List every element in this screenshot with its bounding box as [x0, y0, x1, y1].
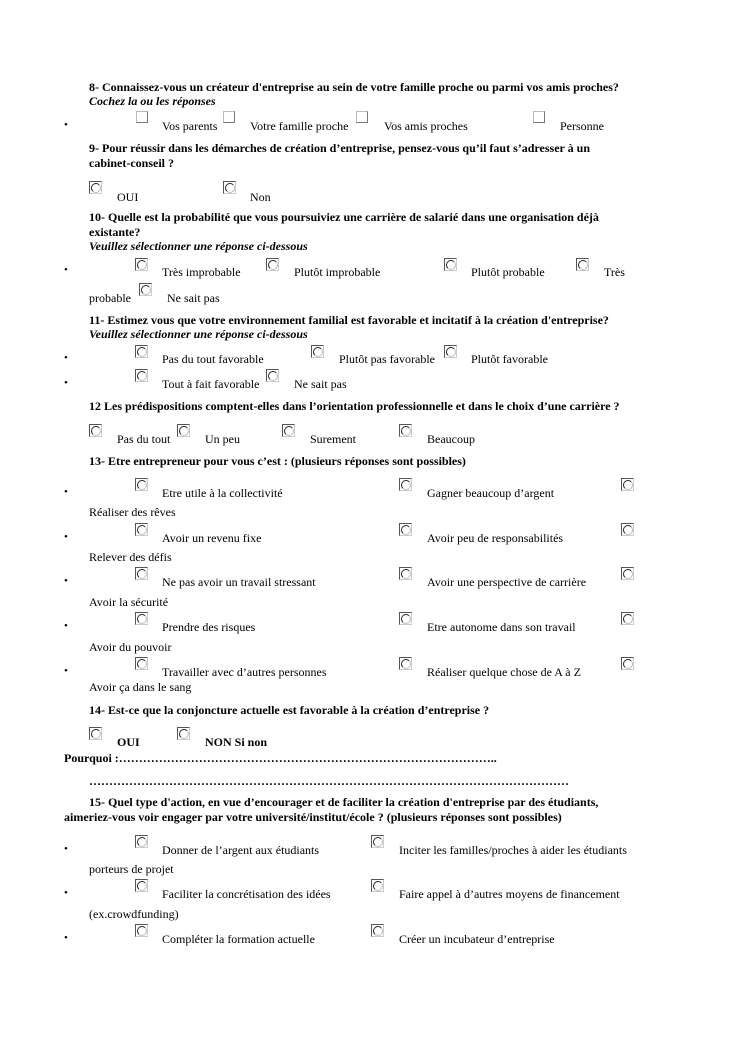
checkbox-donner-argent[interactable]: [135, 835, 148, 848]
q15-title-line2: aimeriez-vous voir engager par votre université/institut/école ? (plusieurs réponses sont possibles): [64, 810, 562, 824]
option-label: Personne: [560, 119, 604, 133]
radio-plutot-probable[interactable]: [444, 258, 457, 271]
bullet: •: [64, 843, 68, 855]
radio-un-peu[interactable]: [177, 424, 190, 437]
radio-ne-sait-pas[interactable]: [266, 369, 279, 382]
option-label: Ne pas avoir un travail stressant: [162, 575, 316, 589]
checkbox-vos-parents[interactable]: [136, 111, 148, 123]
option-label: Prendre des risques: [162, 620, 256, 634]
q9-title-line2: cabinet-conseil ?: [89, 156, 174, 170]
q9-title: 9- Pour réussir dans les démarches de création d’entreprise, pensez-vous qu’il faut s’adresser à un: [89, 141, 590, 155]
q13-title: 13- Etre entrepreneur pour vous c’est : (plusieurs réponses sont possibles): [89, 454, 466, 468]
bullet: •: [64, 486, 68, 498]
option-label: Inciter les familles/proches à aider les étudiants: [399, 843, 627, 857]
option-label: Plutôt probable: [471, 265, 545, 279]
q10-title: 10- Quelle est la probabilité que vous poursuiviez une carrière de salarié dans une organisation déjà: [89, 210, 599, 224]
option-label: Tout à fait favorable: [162, 377, 260, 391]
radio-surement[interactable]: [282, 424, 295, 437]
option-label: Avoir une perspective de carrière: [427, 575, 587, 589]
option-label: Faciliter la concrétisation des idées: [162, 887, 331, 901]
checkbox-etre-utile[interactable]: [135, 478, 148, 491]
option-label: Avoir peu de responsabilités: [427, 531, 564, 545]
option-label: Ne sait pas: [294, 377, 347, 391]
bullet: •: [64, 352, 68, 364]
option-label: Donner de l’argent aux étudiants: [162, 843, 320, 857]
option-label: Un peu: [205, 432, 240, 446]
bullet: •: [64, 665, 68, 677]
checkbox-personne[interactable]: [533, 111, 545, 123]
checkbox-realiser-reves[interactable]: [621, 478, 634, 491]
checkbox-travailler-autres[interactable]: [135, 657, 148, 670]
radio-plutot-pas-favorable[interactable]: [311, 345, 324, 358]
checkbox-completer-formation[interactable]: [135, 924, 148, 937]
option-label: NON Si non: [205, 735, 268, 749]
option-label: (ex.crowdfunding): [89, 907, 179, 921]
radio-tout-a-fait-favorable[interactable]: [135, 369, 148, 382]
checkbox-pouvoir[interactable]: [621, 612, 634, 625]
option-label: Travailler avec d’autres personnes: [162, 665, 327, 679]
bullet: •: [64, 620, 68, 632]
dotted-answer-line[interactable]: …………………………………………………………………………………………………………: [89, 774, 569, 788]
option-label: Pas du tout favorable: [162, 352, 264, 366]
checkbox-pas-stressant[interactable]: [135, 567, 148, 580]
checkbox-peu-responsabilites[interactable]: [399, 523, 412, 536]
radio-plutot-improbable[interactable]: [266, 258, 279, 271]
radio-tres-improbable[interactable]: [135, 258, 148, 271]
checkbox-inciter-familles[interactable]: [371, 835, 384, 848]
q8-instruction: Cochez la ou les réponses: [89, 94, 216, 108]
option-label: Avoir la sécurité: [89, 595, 169, 609]
option-label: porteurs de projet: [89, 862, 174, 876]
option-label: Créer un incubateur d’entreprise: [399, 932, 555, 946]
option-label: OUI: [117, 190, 139, 204]
option-label: Réaliser quelque chose de A à Z: [427, 665, 581, 679]
q15-title: 15- Quel type d'action, en vue d’encourager et de faciliter la création d'entreprise par des étudiants,: [89, 795, 599, 809]
checkbox-revenu-fixe[interactable]: [135, 523, 148, 536]
checkbox-gagner-argent[interactable]: [399, 478, 412, 491]
option-label: OUI: [117, 735, 140, 749]
option-label: Ne sait pas: [167, 291, 220, 305]
checkbox-dans-le-sang[interactable]: [621, 657, 634, 670]
checkbox-vos-amis-proches[interactable]: [356, 111, 368, 123]
option-label: Réaliser des rêves: [89, 505, 176, 519]
option-label: Très: [604, 265, 625, 279]
bullet: •: [64, 264, 68, 276]
radio-non[interactable]: [177, 727, 190, 740]
bullet: •: [64, 377, 68, 389]
option-label: Non: [250, 190, 271, 204]
checkbox-realiser-a-z[interactable]: [399, 657, 412, 670]
option-label: Votre famille proche: [250, 119, 349, 133]
option-label: Plutôt favorable: [471, 352, 548, 366]
option-label: probable: [89, 291, 131, 305]
bullet: •: [64, 887, 68, 899]
checkbox-autonome[interactable]: [399, 612, 412, 625]
option-label: Avoir un revenu fixe: [162, 531, 262, 545]
option-label: Très improbable: [162, 265, 241, 279]
option-label: Etre utile à la collectivité: [162, 486, 283, 500]
radio-tres-probable[interactable]: [576, 258, 589, 271]
radio-pas-du-tout-favorable[interactable]: [135, 345, 148, 358]
radio-pas-du-tout[interactable]: [89, 424, 102, 437]
option-label: Faire appel à d’autres moyens de financement: [399, 887, 620, 901]
option-label: Plutôt improbable: [294, 265, 381, 279]
radio-oui[interactable]: [89, 181, 102, 194]
radio-non[interactable]: [223, 181, 236, 194]
checkbox-relever-defis[interactable]: [621, 523, 634, 536]
option-label: Vos amis proches: [384, 119, 468, 133]
option-label: Vos parents: [162, 119, 218, 133]
option-label: Pas du tout: [117, 432, 171, 446]
pourquoi-line[interactable]: Pourquoi :…………………………………………………………………………………..: [64, 751, 497, 765]
q10-instruction: Veuillez sélectionner une réponse ci-dessous: [89, 239, 308, 253]
option-label: Etre autonome dans son travail: [427, 620, 576, 634]
option-label: Compléter la formation actuelle: [162, 932, 315, 946]
bullet: •: [64, 119, 68, 131]
option-label: Plutôt pas favorable: [339, 352, 435, 366]
option-label: Gagner beaucoup d’argent: [427, 486, 555, 500]
q14-title: 14- Est-ce que la conjoncture actuelle est favorable à la création d’entreprise ?: [89, 703, 490, 717]
radio-ne-sait-pas[interactable]: [139, 283, 152, 296]
option-label: Avoir du pouvoir: [89, 640, 172, 654]
checkbox-faciliter-idees[interactable]: [135, 879, 148, 892]
bullet: •: [64, 932, 68, 944]
bullet: •: [64, 575, 68, 587]
checkbox-autres-financements[interactable]: [371, 879, 384, 892]
option-label: Relever des défis: [89, 550, 172, 564]
checkbox-incubateur[interactable]: [371, 924, 384, 937]
option-label: Surement: [310, 432, 356, 446]
q11-instruction: Veuillez sélectionner une réponse ci-dessous: [89, 327, 308, 341]
checkbox-votre-famille-proche[interactable]: [223, 111, 235, 123]
checkbox-prendre-risques[interactable]: [135, 612, 148, 625]
q10-title-line2: existante?: [89, 225, 141, 239]
option-label: Avoir ça dans le sang: [89, 680, 192, 694]
option-label: Beaucoup: [427, 432, 475, 446]
q12-title: 12 Les prédispositions comptent-elles dans l’orientation professionnelle et dans le choix d’une carrière ?: [89, 399, 620, 413]
radio-plutot-favorable[interactable]: [444, 345, 457, 358]
radio-oui[interactable]: [89, 727, 102, 740]
q8-title: 8- Connaissez-vous un créateur d'entreprise au sein de votre famille proche ou parmi vos amis proches?: [89, 80, 619, 94]
q11-title: 11- Estimez vous que votre environnement familial est favorable et incitatif à la création d'entreprise?: [89, 313, 609, 327]
bullet: •: [64, 531, 68, 543]
checkbox-securite[interactable]: [621, 567, 634, 580]
checkbox-perspective-carriere[interactable]: [399, 567, 412, 580]
radio-beaucoup[interactable]: [399, 424, 412, 437]
